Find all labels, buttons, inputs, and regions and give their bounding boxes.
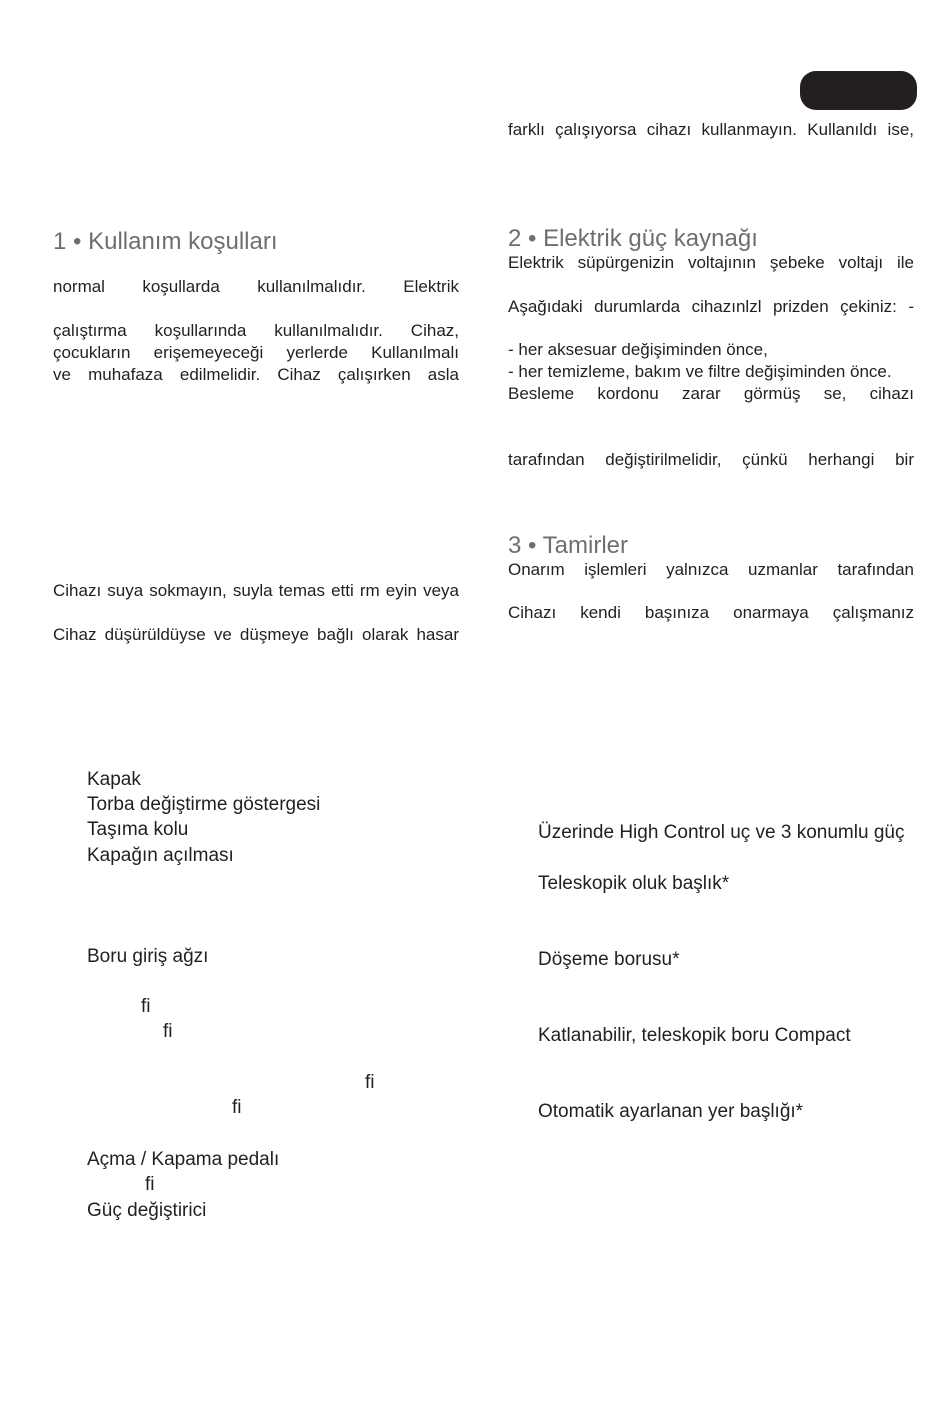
section-1-line: Cihaz düşürüldüyse ve düşmeye bağlı olarak hasar <box>53 625 459 644</box>
section-2-line: Besleme kordonu zarar görmüş se, cihazı <box>508 384 914 403</box>
accessory-label-floor-head: Otomatik ayarlanan yer başlığı* <box>538 1101 804 1122</box>
section-1-line: ve muhafaza edilmelidir. Cihaz çalışırken asla <box>53 365 459 384</box>
part-label-fragment: ﬁ <box>163 1021 173 1042</box>
section-1-heading: 1 • Kullanım koşulları <box>53 228 278 255</box>
section-2-bullet-line: - her temizleme, bakım ve filtre değişiminden önce. <box>508 362 892 381</box>
section-2-heading: 2 • Elektrik güç kaynağı <box>508 225 758 252</box>
part-label-cover-opening: Kapağın açılması <box>87 845 234 866</box>
section-3-line: Onarım işlemleri yalnızca uzmanlar tarafından <box>508 560 914 579</box>
part-label-carry-handle: Taşıma kolu <box>87 819 189 840</box>
part-label-fragment: ﬁ <box>365 1072 375 1093</box>
part-label-fragment: ﬁ <box>145 1174 155 1195</box>
language-tab-marker <box>800 71 917 110</box>
section-1-line: çocukların erişemeyeceği yerlerde Kullanılmalı <box>53 343 459 362</box>
part-label-power-pedal: Açma / Kapama pedalı <box>87 1149 280 1170</box>
accessory-label-hose: Üzerinde High Control uç ve 3 konumlu güç <box>538 822 905 843</box>
continued-paragraph-line: farklı çalışıyorsa cihazı kullanmayın. Kullanıldı ise, <box>508 120 914 139</box>
part-label-power-switch: Güç değiştirici <box>87 1200 207 1221</box>
section-2-bullet-line: - her aksesuar değişiminden önce, <box>508 340 768 359</box>
section-3-heading: 3 • Tamirler <box>508 532 628 559</box>
section-2-line: Aşağıdaki durumlarda cihazınlzl prizden çekiniz: - <box>508 297 914 316</box>
section-3-line: Cihazı kendi başınıza onarmaya çalışmanız <box>508 603 914 622</box>
section-1-line: normal koşullarda kullanılmalıdır. Elektrik <box>53 277 459 296</box>
part-label-hose-inlet: Boru giriş ağzı <box>87 946 209 967</box>
accessory-label-floor-tube: Döşeme borusu* <box>538 949 680 970</box>
part-label-fragment: ﬁ <box>141 996 151 1017</box>
part-label-bag-indicator: Torba değiştirme göstergesi <box>87 794 321 815</box>
section-1-line: Cihazı suya sokmayın, suyla temas etti rm eyin veya <box>53 581 459 600</box>
accessory-label-crevice-tool: Teleskopik oluk başlık* <box>538 873 730 894</box>
part-label-fragment: ﬁ <box>232 1097 242 1118</box>
part-label-cover: Kapak <box>87 769 141 790</box>
section-1-line: çalıştırma koşullarında kullanılmalıdır. Cihaz, <box>53 321 459 340</box>
section-2-line: Elektrik süpürgenizin voltajının şebeke voltajı ile <box>508 253 914 272</box>
accessory-label-telescopic-tube: Katlanabilir, teleskopik boru Compact <box>538 1025 851 1046</box>
section-2-line: tarafından değiştirilmelidir, çünkü herhangi bir <box>508 450 914 469</box>
